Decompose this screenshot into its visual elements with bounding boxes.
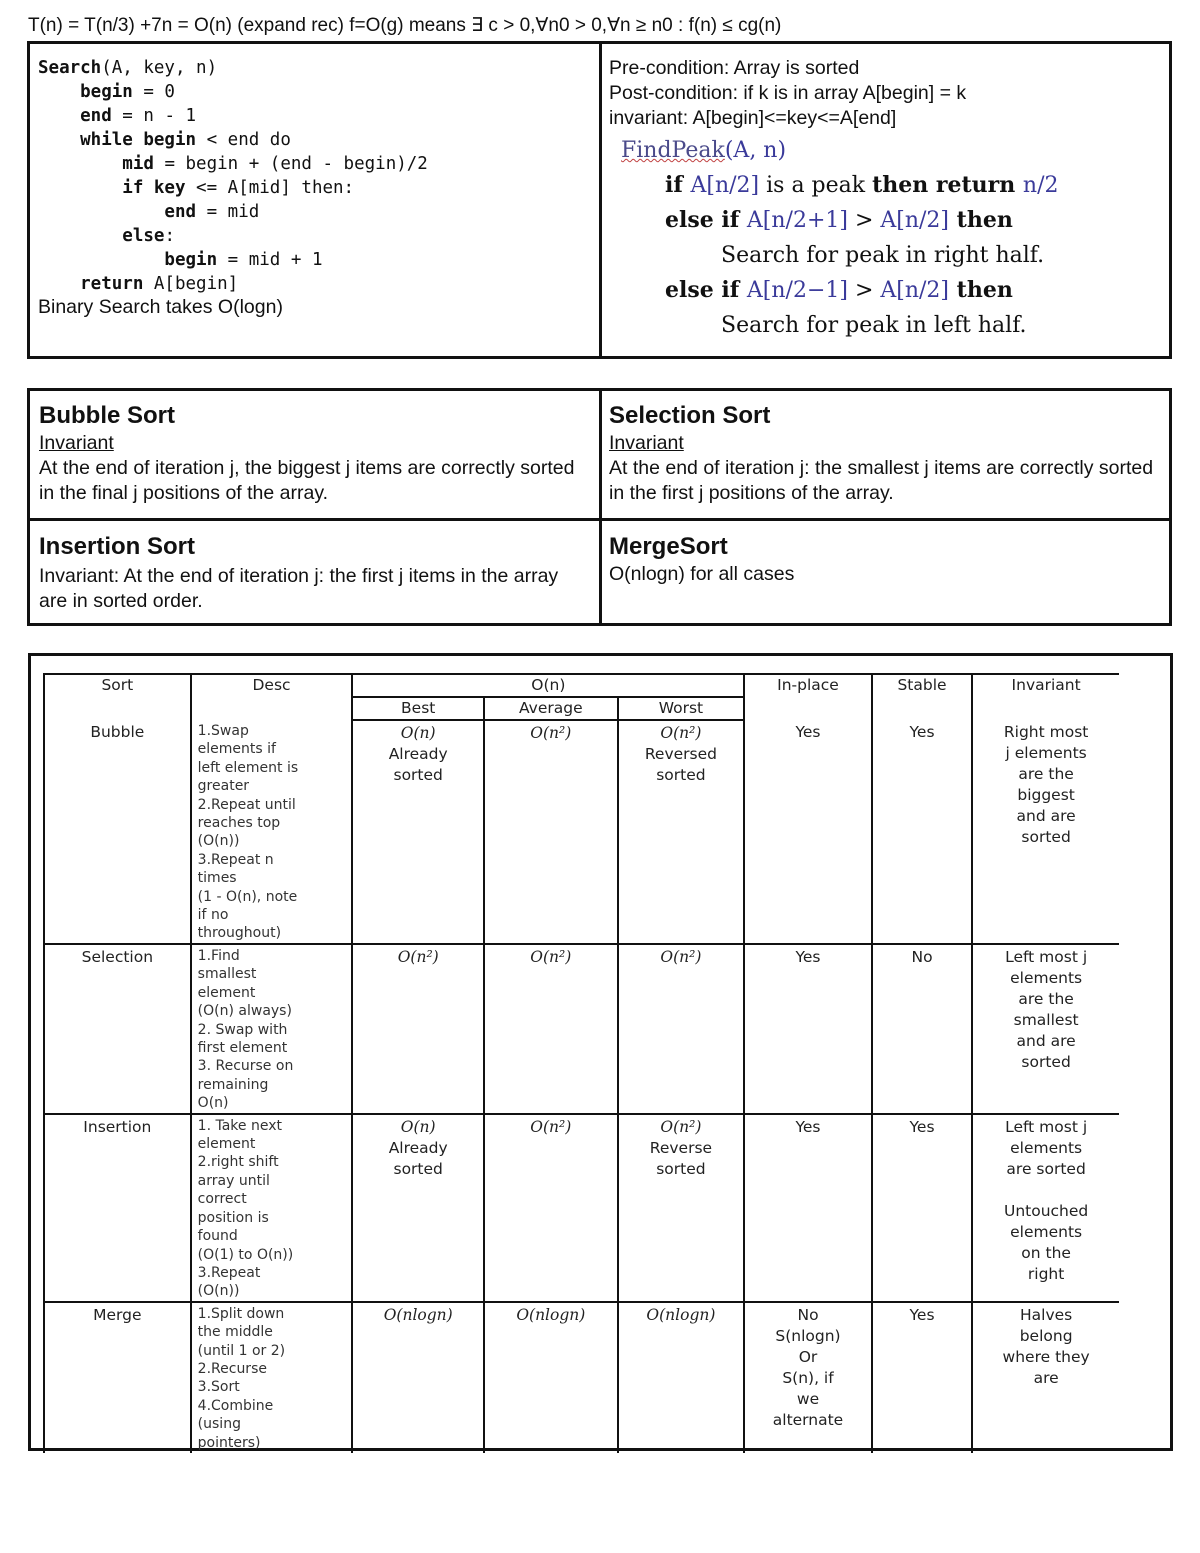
code-rest: = begin + (end - begin)/2 — [153, 154, 428, 174]
cell-line: 4.Combine — [197, 1397, 274, 1414]
code-keyword: end — [38, 202, 197, 222]
cell-line: we — [796, 1389, 820, 1408]
cell-line: the middle — [197, 1324, 273, 1341]
invariant-text: invariant: A[begin]<=key<=A[end] — [609, 107, 897, 129]
cell-average — [484, 1302, 618, 1453]
cell-line: 2.Repeat until — [197, 796, 296, 813]
cell-inplace — [744, 944, 872, 1114]
cell-line: Reversed — [644, 745, 717, 763]
find-peak-title — [621, 133, 1164, 168]
cell-line: 3.Repeat — [197, 1264, 261, 1281]
bubble-invariant-text: At the end of iteration j, the biggest j items are correctly sorted in the final j positions of the array. — [39, 457, 575, 504]
sorts-box-row-divider — [30, 518, 1169, 521]
cell-best — [352, 944, 484, 1114]
cell-inplace — [744, 720, 872, 944]
cell-line: array until — [197, 1172, 270, 1189]
cell-line: sorted — [393, 1159, 443, 1178]
cell-line: O(n²) — [530, 724, 572, 742]
cell-stable — [872, 1302, 972, 1453]
cell-line: smallest — [197, 966, 257, 983]
cell-line: and are — [1016, 807, 1076, 825]
cell-desc — [191, 944, 353, 1114]
cell-worst — [618, 720, 745, 944]
code-keyword: end — [38, 106, 112, 126]
cell-line: Untouched — [1003, 1201, 1089, 1220]
code-rest: = n - 1 — [111, 106, 197, 126]
kw-else-if: else if — [665, 207, 747, 233]
merge-sort-text: O(nlogn) for all cases — [609, 563, 795, 585]
code-rest: = mid + 1 — [217, 250, 323, 270]
code-line — [38, 248, 593, 272]
sorts-box — [27, 388, 1172, 626]
cell-line: element — [197, 984, 256, 1001]
code-line — [38, 272, 593, 296]
cell-line: O(n²) — [397, 948, 439, 966]
cell-line: elements if — [197, 741, 276, 758]
cell-line: sorted — [393, 766, 443, 784]
cell-line: (O(n) always) — [197, 1003, 292, 1020]
cell-line: 1. Take next — [197, 1117, 282, 1134]
header-invariant: Invariant — [972, 674, 1119, 720]
cell-line: sorted — [1021, 828, 1071, 846]
cell-line: sorted — [1021, 1053, 1071, 1071]
cell-line: 3. Recurse on — [197, 1058, 294, 1075]
cell-best — [352, 1114, 484, 1302]
code-rest: = mid — [196, 202, 260, 222]
selection-sort-section — [609, 401, 1164, 506]
cell-line: Or — [798, 1347, 818, 1366]
code-rest: : — [164, 226, 175, 246]
cell-line: j elements — [1005, 744, 1087, 762]
complexity-header-line: T(n) = T(n/3) +7n = O(n) (expand rec) f=O(g) means ∃ c > 0,∀n0 > 0,∀n ≥ n0 : f(n) ≤ cg(n) — [28, 15, 782, 36]
cell-line: (1 - O(n), note — [197, 888, 298, 905]
cell-best — [352, 720, 484, 944]
cell-line: No — [797, 1305, 819, 1324]
cell-line: found — [197, 1228, 238, 1245]
sort-comparison-table — [43, 673, 1119, 1453]
cell-stable — [872, 720, 972, 944]
insertion-sort-section — [39, 532, 579, 614]
cell-line: pointers) — [197, 1434, 261, 1451]
table-row — [44, 944, 1119, 1114]
find-peak-line-5: Search for peak in left half. — [721, 313, 1027, 338]
cell-sort: Bubble — [44, 720, 191, 944]
code-keyword: begin — [38, 82, 133, 102]
bubble-sort-section — [39, 401, 591, 506]
cell-line: elements — [1010, 1138, 1083, 1157]
code-line — [38, 200, 593, 224]
text-is-peak: is a peak — [759, 173, 873, 198]
search-box-divider — [599, 44, 602, 356]
find-peak-line-4 — [665, 273, 1164, 308]
cell-line: biggest — [1017, 786, 1075, 804]
header-desc: Desc — [191, 674, 353, 720]
cell-line: (until 1 or 2) — [197, 1342, 286, 1359]
find-peak-args: (A, n) — [724, 138, 787, 163]
cell-line: position is — [197, 1209, 269, 1226]
cell-desc — [191, 1114, 353, 1302]
cell-line: sorted — [656, 766, 706, 784]
cell-line: Yes — [795, 948, 821, 966]
cell-line: 2.Recurse — [197, 1360, 267, 1377]
cell-line: are sorted — [1006, 1159, 1086, 1178]
op-gt: > — [847, 208, 881, 233]
selection-invariant-label: Invariant — [609, 432, 684, 454]
cell-line: O(nlogn) — [516, 1305, 586, 1324]
sort-comparison-box — [28, 653, 1173, 1451]
bubble-invariant-label: Invariant — [39, 432, 114, 454]
cell-line: 1.Find — [197, 948, 240, 964]
insertion-sort-title: Insertion Sort — [39, 533, 196, 560]
cell-line: O(nlogn) — [646, 1305, 716, 1324]
cell-line: alternate — [772, 1410, 844, 1429]
code-rest: = 0 — [132, 82, 175, 102]
cell-line: 1.Split down — [197, 1305, 285, 1322]
cell-desc — [191, 720, 353, 944]
merge-sort-section — [609, 532, 1164, 587]
cell-line: (O(1) to O(n)) — [197, 1246, 294, 1263]
cell-line: element — [197, 1136, 256, 1153]
kw-then-2: then — [949, 277, 1013, 303]
cell-line: No — [911, 948, 933, 966]
cell-sort: Selection — [44, 944, 191, 1114]
code-line — [38, 152, 593, 176]
cell-line: Left most j — [1005, 1117, 1088, 1136]
postcondition: Post-condition: if k is in array A[begin] = k — [609, 82, 967, 104]
bubble-sort-title: Bubble Sort — [39, 402, 175, 429]
code-keyword: if key — [38, 178, 186, 198]
cell-desc — [191, 1302, 353, 1453]
cell-line: elements — [1010, 969, 1083, 987]
binary-search-code — [38, 56, 593, 296]
expr-return: n/2 — [1022, 173, 1059, 198]
code-keyword: else — [38, 226, 165, 246]
kw-else-if-2: else if — [665, 277, 747, 303]
cell-line: left element is — [197, 759, 299, 776]
cell-invariant — [972, 720, 1119, 944]
expr-a-mid: A[n/2] — [690, 173, 760, 198]
cell-line: Right most — [1003, 723, 1089, 741]
cell-average — [484, 1114, 618, 1302]
cell-line: O(n²) — [530, 1117, 572, 1136]
cell-line: first element — [197, 1040, 288, 1057]
cell-line: 2. Swap with — [197, 1021, 288, 1038]
cell-line: Yes — [909, 1305, 935, 1324]
cell-stable — [872, 1114, 972, 1302]
find-peak-cell — [609, 56, 1164, 343]
cell-line: greater — [197, 778, 250, 795]
code-line — [38, 176, 593, 200]
cell-line: 3.Sort — [197, 1379, 240, 1396]
code-line — [38, 128, 593, 152]
code-line — [38, 224, 593, 248]
cell-line: O(nlogn) — [383, 1305, 453, 1324]
op-gt-2: > — [847, 278, 881, 303]
cell-line: (O(n)) — [197, 833, 240, 850]
code-line — [38, 80, 593, 104]
sorts-box-col-divider — [599, 391, 602, 623]
expr-mid: A[n/2] — [880, 208, 950, 233]
cell-line: right — [1027, 1264, 1065, 1283]
header-average: Average — [484, 697, 618, 720]
cell-line: Reverse — [649, 1138, 713, 1157]
header-stable: Stable — [872, 674, 972, 720]
header-sort: Sort — [44, 674, 191, 720]
find-peak-name: FindPeak — [621, 138, 725, 163]
cell-line: (O(n)) — [197, 1283, 240, 1300]
expr-right: A[n/2+1] — [746, 208, 848, 233]
cell-inplace — [744, 1302, 872, 1453]
cell-line: sorted — [656, 1159, 706, 1178]
find-peak-line-2 — [665, 203, 1164, 238]
code-keyword: begin — [38, 250, 218, 270]
precondition: Pre-condition: Array is sorted — [609, 57, 860, 79]
cell-invariant — [972, 1114, 1119, 1302]
cell-line: times — [197, 870, 237, 887]
cell-line: Yes — [909, 1117, 935, 1136]
binary-search-complexity: Binary Search takes O(logn) — [38, 296, 283, 318]
cell-line: elements — [1010, 1222, 1083, 1241]
cell-line: are the — [1018, 765, 1074, 783]
header-inplace: In-place — [744, 674, 872, 720]
cell-line: 3.Repeat n — [197, 851, 274, 868]
table-row — [44, 1302, 1119, 1453]
cell-line: Halves — [1020, 1305, 1073, 1324]
cell-line: smallest — [1013, 1011, 1079, 1029]
cell-worst — [618, 1302, 745, 1453]
cell-line: 2.right shift — [197, 1154, 279, 1171]
cell-line: S(n), if — [782, 1368, 834, 1387]
cell-line: are the — [1018, 990, 1074, 1008]
cell-stable — [872, 944, 972, 1114]
code-keyword: while begin — [38, 130, 197, 150]
cell-sort: Insertion — [44, 1114, 191, 1302]
cell-line: if no — [197, 907, 229, 924]
cell-line: reaches top — [197, 815, 281, 832]
header-worst: Worst — [618, 697, 745, 720]
code-rest: (A, key, n) — [101, 58, 218, 78]
kw-then: then — [949, 207, 1013, 233]
cell-line: O(n²) — [660, 724, 702, 742]
cell-line: (using — [197, 1416, 241, 1433]
cell-invariant — [972, 944, 1119, 1114]
cell-average — [484, 720, 618, 944]
kw-then-return: then return — [872, 172, 1023, 198]
search-box — [27, 41, 1172, 359]
cell-line: remaining — [197, 1076, 269, 1093]
cell-line: correct — [197, 1191, 247, 1208]
cell-line: Left most j — [1005, 948, 1088, 966]
code-rest: < end do — [196, 130, 291, 150]
header-on: O(n) — [352, 674, 744, 697]
cell-inplace — [744, 1114, 872, 1302]
cell-line: Yes — [795, 1117, 821, 1136]
selection-invariant-text: At the end of iteration j: the smallest j items are correctly sorted in the first j positions of the array. — [609, 457, 1154, 504]
code-rest: A[begin] — [143, 274, 239, 294]
cell-line: are — [1033, 1368, 1059, 1387]
cell-best — [352, 1302, 484, 1453]
code-keyword: Search — [38, 58, 102, 78]
cell-line: and are — [1016, 1032, 1076, 1050]
cell-line: O(n) — [400, 1117, 436, 1136]
cell-line: O(n²) — [660, 1117, 702, 1136]
cell-line — [973, 1180, 1119, 1201]
selection-sort-title: Selection Sort — [609, 402, 771, 429]
code-line — [38, 56, 593, 80]
find-peak-line-3: Search for peak in right half. — [721, 243, 1045, 268]
cell-worst — [618, 1114, 745, 1302]
table-row — [44, 720, 1119, 944]
merge-sort-title: MergeSort — [609, 533, 728, 560]
insertion-invariant-text: Invariant: At the end of iteration j: the first j items in the array are in sorted order. — [39, 565, 559, 612]
table-row — [44, 1114, 1119, 1302]
cell-line: Yes — [909, 723, 935, 741]
cell-line: O(n) — [197, 1095, 229, 1112]
code-keyword: return — [38, 274, 144, 294]
cell-sort: Merge — [44, 1302, 191, 1453]
cell-line: belong — [1019, 1326, 1073, 1345]
kw-if: if — [665, 172, 691, 198]
cell-line: on the — [1021, 1243, 1071, 1262]
cell-line: where they — [1002, 1347, 1090, 1366]
find-peak-line-1 — [665, 168, 1164, 203]
binary-search-cell — [38, 56, 593, 320]
expr-mid-2: A[n/2] — [880, 278, 950, 303]
cell-line: 1.Swap — [197, 723, 249, 739]
code-rest: <= A[mid] then: — [185, 178, 355, 198]
cell-line: O(n²) — [530, 948, 572, 966]
cell-line: Yes — [795, 723, 821, 741]
cell-invariant — [972, 1302, 1119, 1453]
cell-worst — [618, 944, 745, 1114]
code-keyword: mid — [38, 154, 154, 174]
cell-line: Already — [388, 745, 448, 763]
cell-line: O(n) — [400, 724, 436, 742]
header-best: Best — [352, 697, 484, 720]
cell-average — [484, 944, 618, 1114]
cell-line: S(nlogn) — [775, 1326, 841, 1345]
cell-line: throughout) — [197, 925, 282, 942]
code-line — [38, 104, 593, 128]
cell-line: O(n²) — [660, 948, 702, 966]
expr-left: A[n/2−1] — [746, 278, 848, 303]
cell-line: Already — [388, 1138, 448, 1157]
